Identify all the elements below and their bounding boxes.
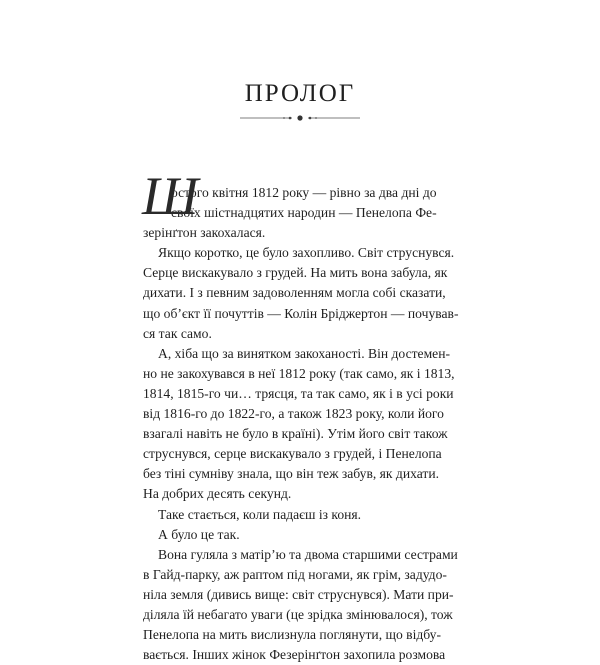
text-line: Таке стається, коли падаєш із коня. (158, 506, 362, 522)
text-line: А було це так. (158, 526, 240, 542)
text-line: А, хіба що за винятком закоханості. Він достемен- (158, 345, 451, 361)
text-line: Серце вискакувало з грудей. На мить вона забула, як (143, 265, 448, 281)
text-line: Ш остого квітня 1812 року — рівно за два дні до (142, 166, 437, 226)
text-line: струснувся, серце вискакувало з грудей, і Пенелопа (143, 446, 442, 462)
text-line: від 1816-го до 1822-го, а також 1823 року, коли його (143, 406, 444, 422)
text-line: своїх шістнадцятих народин — Пенелопа Фе- (171, 205, 437, 221)
text-line: На добрих десять секунд. (143, 486, 292, 502)
text-line: 1814, 1815-го чи… трясця, та так само, як і в усі роки (143, 385, 454, 401)
text-line: без тіні сумніву знала, що він теж забув, як дихати. (143, 466, 440, 482)
text-line: що об’єкт її почуттів — Колін Бріджертон — почував- (143, 305, 459, 321)
text-line: дихати. І з певним задоволенням могла собі сказати, (143, 285, 446, 301)
text-line: вається. Інших жінок Фезерінґтон захопила розмова (143, 647, 446, 663)
text-line: взагалі навіть не було в країні). Утім його світ також (143, 426, 448, 442)
ornament-divider (240, 112, 360, 124)
text-line: ся так само. (143, 325, 212, 341)
text-line: ніла земля (дивись вище: світ струснувся). Мати при- (143, 586, 454, 602)
text-line: но не закохувався в неї 1812 року (так само, як і 1813, (143, 365, 455, 381)
text-line: Вона гуляла з матір’ю та двома старшими сестрами (158, 546, 458, 562)
text-line: в Гайд-парку, аж раптом під ногами, як грім, задудо- (143, 566, 447, 582)
body-text (142, 166, 459, 665)
text-line: Пенелопа на мить вислизнула поглянути, що відбу- (143, 627, 441, 643)
drop-cap: Ш (142, 166, 199, 226)
text-line: Якщо коротко, це було захопливо. Світ струснувся. (158, 245, 455, 261)
chapter-title: ПРОЛОГ (244, 80, 356, 107)
text-line: зерінґтон закохалася. (143, 225, 266, 241)
text-line: діляла їй небагато уваги (це зрідка змінювалося), тож (143, 606, 453, 622)
